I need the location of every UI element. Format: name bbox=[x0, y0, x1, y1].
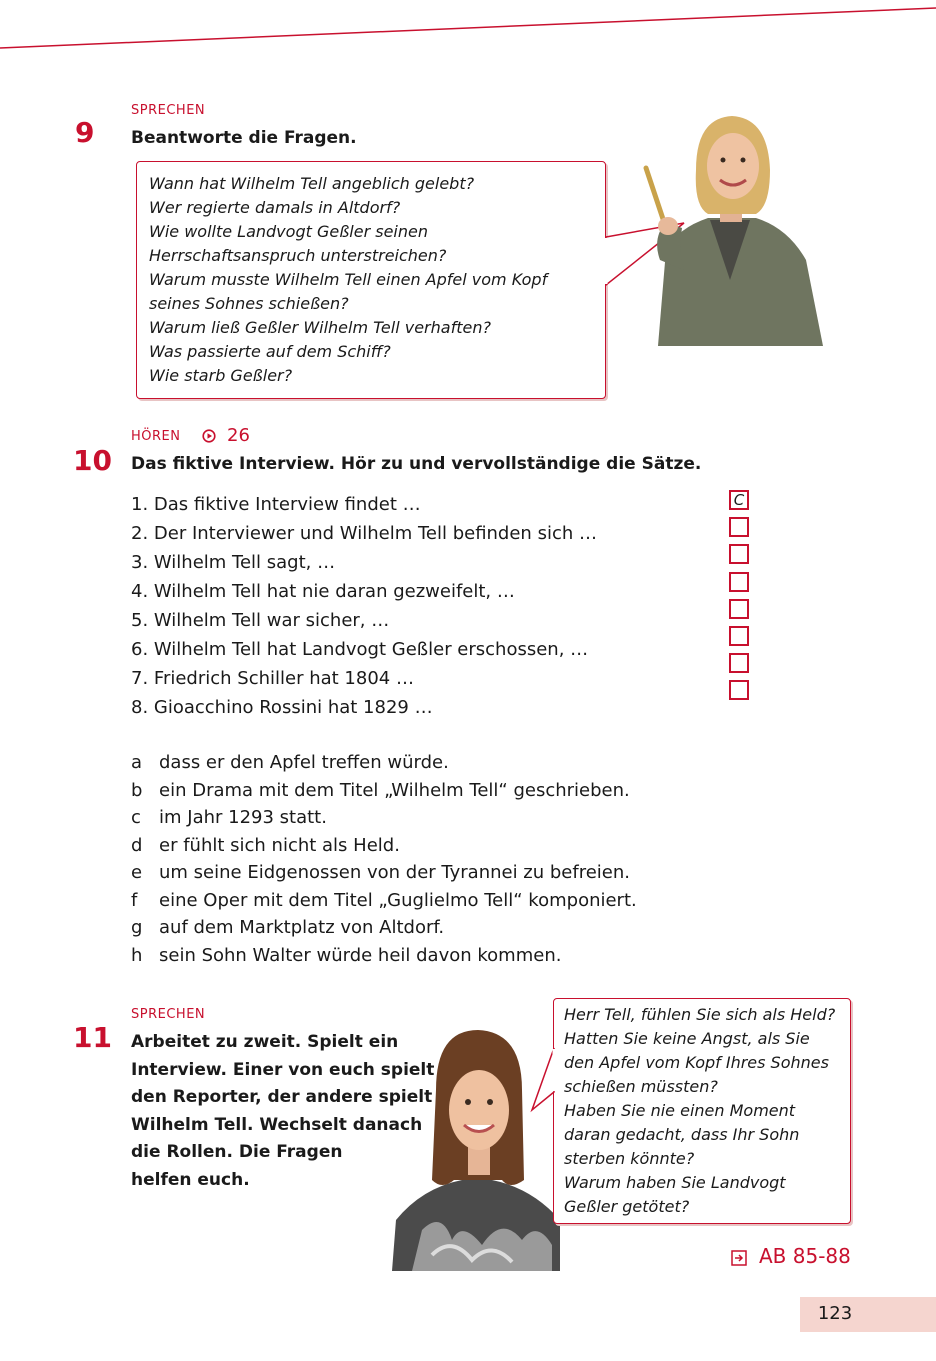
workbook-prefix: AB bbox=[759, 1244, 787, 1268]
header-rule bbox=[0, 0, 936, 60]
sentence-item: 8. Gioacchino Rossini hat 1829 … bbox=[131, 697, 433, 718]
workbook-ref[interactable] bbox=[759, 1244, 851, 1268]
ending-item bbox=[131, 804, 637, 832]
ending-text: er fühlt sich nicht als Held. bbox=[159, 834, 400, 856]
ending-list bbox=[131, 749, 637, 969]
ending-item bbox=[131, 942, 637, 970]
task-title-9: Beantworte die Fragen. bbox=[131, 128, 357, 148]
audio-track-number: 26 bbox=[227, 425, 250, 446]
instruction-line: Interview. Einer von euch spielt bbox=[131, 1059, 435, 1080]
ending-text: eine Oper mit dem Titel „Guglielmo Tell“ komponiert. bbox=[159, 889, 637, 911]
ending-letter: g bbox=[131, 917, 143, 938]
ending-text: auf dem Marktplatz von Altdorf. bbox=[159, 917, 445, 938]
bubble-line: Wer regierte damals in Altdorf? bbox=[149, 198, 401, 217]
task-number-10: 10 bbox=[73, 444, 112, 477]
task-instructions-11 bbox=[131, 1029, 434, 1195]
ending-letter: d bbox=[131, 834, 143, 856]
bubble-line: Warum haben Sie Landvogt bbox=[564, 1173, 786, 1192]
instruction-line: den Reporter, der andere spielt bbox=[131, 1087, 433, 1108]
bubble-line: Haben Sie nie einen Moment bbox=[564, 1101, 796, 1120]
sentence-item: 5. Wilhelm Tell war sicher, … bbox=[131, 610, 390, 631]
ending-item bbox=[131, 832, 637, 860]
sentence-item: 2. Der Interviewer und Wilhelm Tell befinden sich … bbox=[131, 523, 597, 544]
bubble-line: Hatten Sie keine Angst, als Sie bbox=[564, 1029, 810, 1048]
bubble-line: Wie starb Geßler? bbox=[149, 366, 293, 385]
answer-box[interactable] bbox=[729, 626, 749, 646]
sentence-item: 7. Friedrich Schiller hat 1804 … bbox=[131, 668, 414, 689]
section-label-speaking: SPRECHEN bbox=[131, 103, 206, 118]
ending-item bbox=[131, 777, 637, 805]
bubble-line: Was passierte auf dem Schiff? bbox=[149, 342, 391, 361]
bubble-line: schießen müssten? bbox=[564, 1077, 718, 1096]
instruction-line: die Rollen. Die Fragen bbox=[131, 1142, 343, 1163]
ending-item bbox=[131, 887, 637, 915]
bubble-line: Geßler getötet? bbox=[564, 1197, 690, 1216]
answer-box[interactable] bbox=[729, 680, 749, 700]
answer-box-column bbox=[729, 490, 749, 708]
sentence-list bbox=[131, 490, 597, 722]
workbook-link-icon[interactable] bbox=[731, 1250, 747, 1266]
bubble-line: Herrschaftsanspruch unterstreichen? bbox=[149, 246, 447, 265]
ending-letter: e bbox=[131, 862, 143, 883]
instruction-line: helfen euch. bbox=[131, 1169, 250, 1190]
bubble-line: Herr Tell, fühlen Sie sich als Held? bbox=[564, 1005, 836, 1024]
teacher-photo bbox=[638, 110, 823, 346]
sentence-item: 1. Das fiktive Interview findet … bbox=[131, 494, 421, 515]
page-number: 123 bbox=[817, 1303, 853, 1324]
answer-box[interactable] bbox=[729, 572, 749, 592]
task-number-11: 11 bbox=[73, 1021, 112, 1054]
ending-letter: a bbox=[131, 752, 143, 773]
ending-text: im Jahr 1293 statt. bbox=[159, 807, 327, 828]
bubble-line: Wann hat Wilhelm Tell angeblich gelebt? bbox=[149, 174, 475, 193]
ending-letter: h bbox=[131, 944, 143, 966]
instruction-line: Arbeitet zu zweit. Spielt ein bbox=[131, 1032, 399, 1052]
question-bubble-9 bbox=[136, 161, 606, 399]
section-label-speaking-2: SPRECHEN bbox=[131, 1007, 206, 1022]
question-bubble-11 bbox=[553, 998, 851, 1224]
answer-box[interactable] bbox=[729, 653, 749, 673]
ending-letter: c bbox=[131, 807, 141, 828]
answer-box[interactable]: C bbox=[729, 490, 749, 510]
page-number-tab bbox=[800, 1297, 936, 1332]
ending-item bbox=[131, 749, 637, 777]
workbook-pages: 85-88 bbox=[792, 1244, 851, 1268]
ending-letter: f bbox=[131, 889, 138, 911]
audio-play-icon[interactable] bbox=[202, 429, 216, 443]
bubble-line: Warum ließ Geßler Wilhelm Tell verhaften? bbox=[149, 318, 491, 337]
bubble-line: Warum musste Wilhelm Tell einen Apfel vom Kopf bbox=[149, 270, 548, 289]
ending-text: dass er den Apfel treffen würde. bbox=[159, 752, 449, 773]
task-number-9: 9 bbox=[75, 116, 95, 149]
task-title-10: Das fiktive Interview. Hör zu und vervollständige die Sätze. bbox=[131, 454, 702, 474]
bubble-line: seines Sohnes schießen? bbox=[149, 294, 349, 313]
sentence-item: 6. Wilhelm Tell hat Landvogt Geßler erschossen, … bbox=[131, 639, 589, 660]
answer-box[interactable] bbox=[729, 517, 749, 537]
bubble-line: sterben könnte? bbox=[564, 1149, 695, 1168]
bubble-line: daran gedacht, dass Ihr Sohn bbox=[564, 1125, 800, 1144]
ending-letter: b bbox=[131, 779, 143, 801]
ending-item bbox=[131, 914, 637, 942]
bubble-pointer-2 bbox=[518, 1040, 558, 1120]
ending-text: sein Sohn Walter würde heil davon kommen. bbox=[159, 944, 562, 966]
sentence-item: 4. Wilhelm Tell hat nie daran gezweifelt, … bbox=[131, 581, 515, 602]
ending-text: um seine Eidgenossen von der Tyrannei zu befreien. bbox=[159, 862, 631, 883]
section-label-listening: HÖREN bbox=[131, 429, 181, 444]
answer-box[interactable] bbox=[729, 599, 749, 619]
sentence-item: 3. Wilhelm Tell sagt, … bbox=[131, 552, 336, 573]
instruction-line: Wilhelm Tell. Wechselt danach bbox=[131, 1114, 423, 1135]
ending-text: ein Drama mit dem Titel „Wilhelm Tell“ geschrieben. bbox=[159, 779, 630, 801]
bubble-line: Wie wollte Landvogt Geßler seinen bbox=[149, 222, 428, 241]
answer-box[interactable] bbox=[729, 544, 749, 564]
bubble-line: den Apfel vom Kopf Ihres Sohnes bbox=[564, 1053, 829, 1072]
ending-item bbox=[131, 859, 637, 887]
